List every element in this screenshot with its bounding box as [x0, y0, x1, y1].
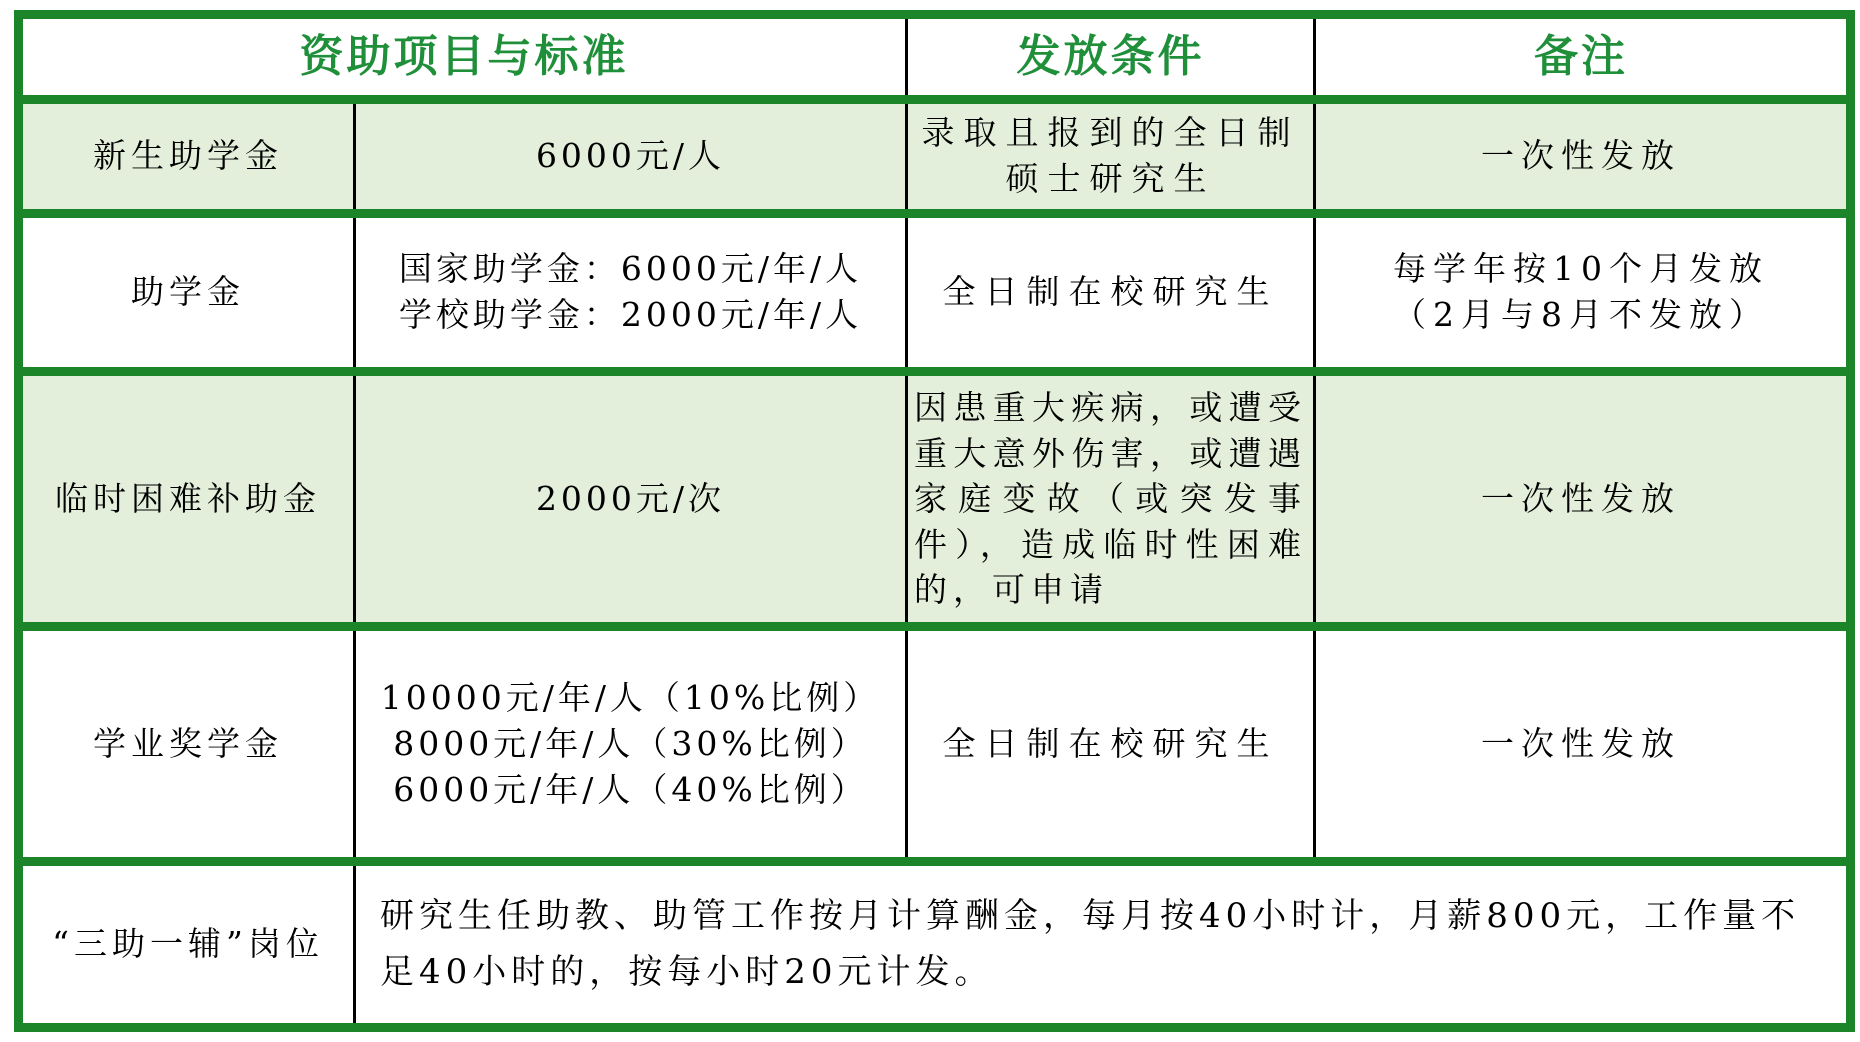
condition-cell: 全日制在校研究生 [907, 627, 1315, 862]
note-cell: 一次性发放 [1315, 371, 1851, 626]
condition-cell [907, 371, 1315, 626]
standard-line: 10000元/年/人（10%比例） [380, 677, 881, 717]
standard-line: 学校助学金：2000元/年/人 [398, 295, 863, 335]
condition-text: 因患重大疾病，或遭受重大意外伤害，或遭遇家庭变故（或突发事件），造成临时性困难的，可申请 [914, 388, 1307, 610]
standard-cell: 2000元/次 [355, 371, 907, 626]
table-row-new-student-grant [19, 100, 1851, 214]
project-cell: “三助一辅”岗位 [19, 861, 355, 1027]
project-cell: 助学金 [19, 213, 355, 371]
project-cell: 学业奖学金 [19, 627, 355, 862]
project-cell: 临时困难补助金 [19, 371, 355, 626]
standard-line: 6000元/年/人（40%比例） [393, 770, 868, 810]
standard-cell [355, 627, 907, 862]
note-cell: 一次性发放 [1315, 627, 1851, 862]
merged-description-cell: 研究生任助教、助管工作按月计算酬金，每月按40小时计，月薪800元，工作量不足40小时的，按每小时20元计发。 [355, 861, 1851, 1027]
standard-cell [355, 213, 907, 371]
standard-line: 国家助学金：6000元/年/人 [398, 248, 863, 288]
table-row-academic-scholarship [19, 627, 1851, 862]
standard-cell: 6000元/人 [355, 100, 907, 214]
table-row-assistant-positions [19, 861, 1851, 1027]
header-condition: 发放条件 [907, 15, 1315, 100]
header-note: 备注 [1315, 15, 1851, 100]
condition-cell: 录取且报到的全日制硕士研究生 [907, 100, 1315, 214]
funding-table [14, 10, 1855, 1032]
table-row-temporary-hardship-subsidy [19, 371, 1851, 626]
header-project-standard: 资助项目与标准 [19, 15, 907, 100]
note-cell [1315, 213, 1851, 371]
note-line: 每学年按10个月发放 [1393, 248, 1769, 288]
note-cell: 一次性发放 [1315, 100, 1851, 214]
condition-cell: 全日制在校研究生 [907, 213, 1315, 371]
project-cell: 新生助学金 [19, 100, 355, 214]
header-row [19, 15, 1851, 100]
table-row-grant [19, 213, 1851, 371]
note-line: （2月与8月不发放） [1393, 295, 1769, 335]
standard-line: 8000元/年/人（30%比例） [393, 723, 868, 763]
